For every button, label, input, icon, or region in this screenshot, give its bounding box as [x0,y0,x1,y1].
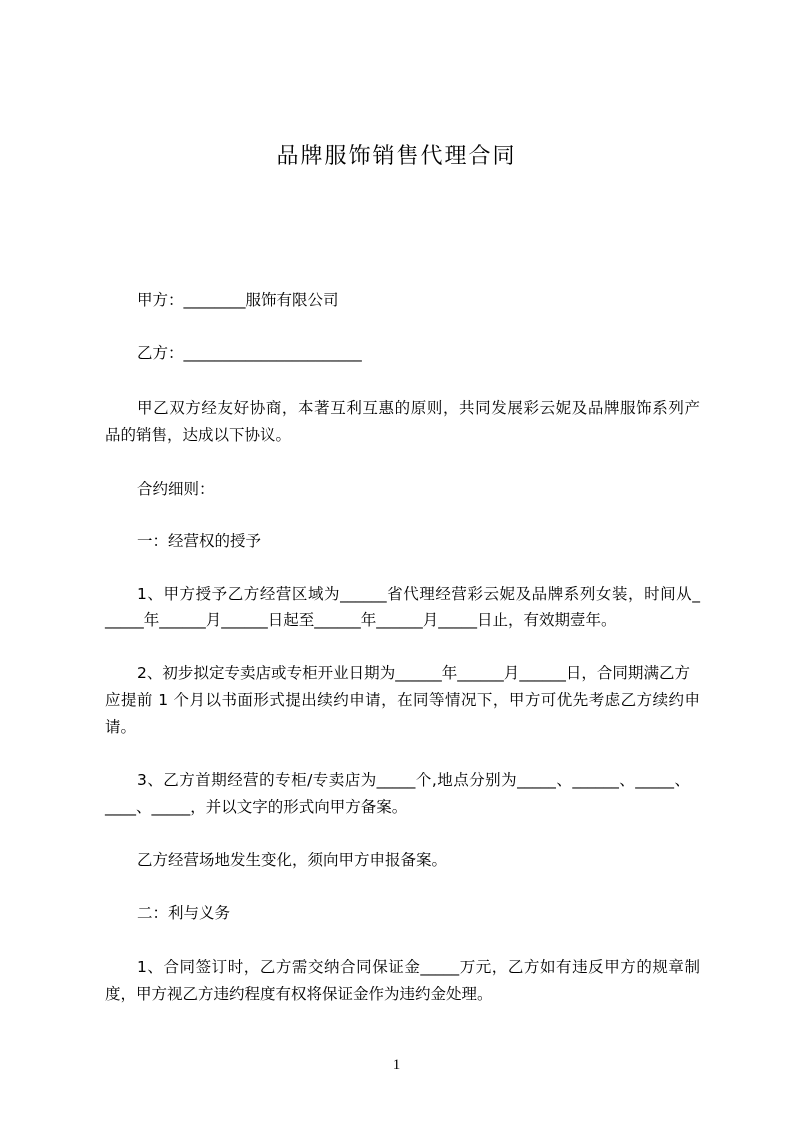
page-number: 1 [392,1057,401,1073]
clause-line: 1、合同签订时，乙方需交纳合同保证金_____万元，乙方如有违反甲方的规章制 [137,958,700,976]
intro-line: 品的销售，达成以下协议。 [105,426,292,444]
details-heading: 合约细则： [137,480,215,498]
party-b-line: 乙方：_______________________ [137,344,362,362]
clause-line: 请。 [105,718,137,736]
intro-line: 甲乙双方经友好协商，本著互利互惠的原则，共同发展彩云妮及品牌服饰系列产 [137,399,700,417]
clause-line: _____年______月______日起至______年______月_____日止，有效期壹年。 [105,611,617,629]
clause-line: 应提前 1 个月以书面形式提出续约申请，在同等情况下，甲方可优先考虑乙方续约申 [105,691,700,709]
section-1-heading: 一：经营权的授予 [137,532,262,550]
clause-line: 3、乙方首期经营的专柜/专卖店为_____个,地点分别为_____、______、_____、 [137,771,690,789]
section-1-note: 乙方经营场地发生变化，须向甲方申报备案。 [137,851,448,869]
section-2-heading: 二：利与义务 [137,904,231,922]
document-title: 品牌服饰销售代理合同 [276,144,517,169]
clause-line: ____、_____，并以文字的形式向甲方备案。 [105,798,408,816]
clause-line: 2、初步拟定专卖店或专柜开业日期为______年______月______日，合同期满乙方 [137,664,690,682]
clause-line: 1、甲方授予乙方经营区域为______省代理经营彩云妮及品牌系列女装，时间从_ [137,585,700,603]
party-a-line: 甲方：________服饰有限公司 [137,291,339,309]
clause-line: 度，甲方视乙方违约程度有权将保证金作为违约金处理。 [105,985,493,1003]
